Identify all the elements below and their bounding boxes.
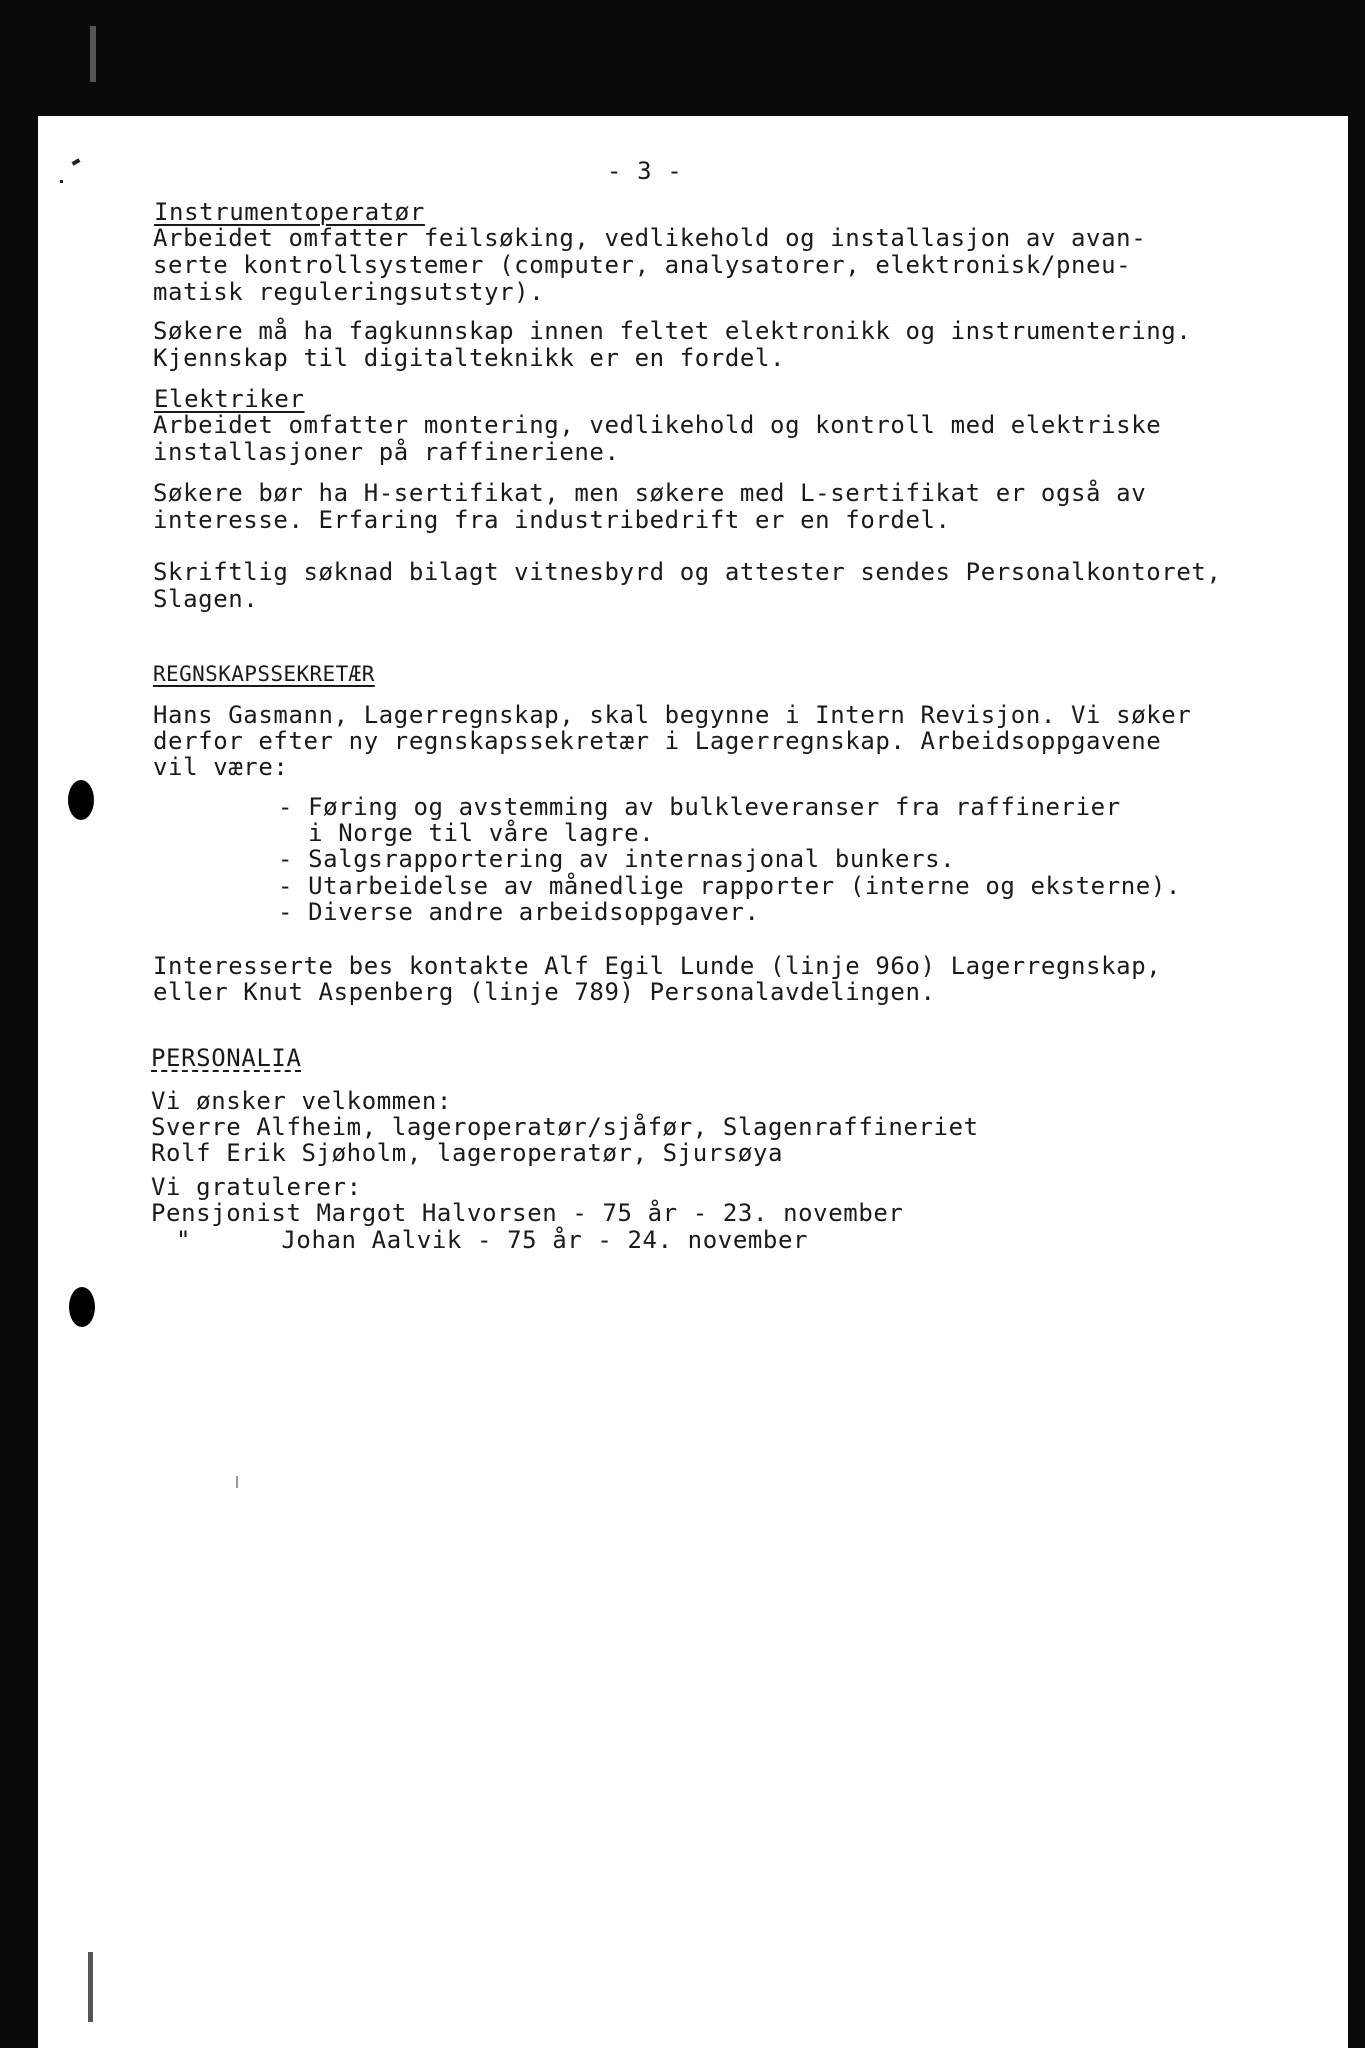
punch-hole <box>68 780 94 820</box>
ink-speck <box>60 180 63 183</box>
task-list-item: - Utarbeidelse av månedlige rapporter (interne og eksterne). <box>278 872 1181 900</box>
application-paragraph: Skriftlig søknad bilagt vitnesbyrd og attester sendes Personalkontoret, Slagen. <box>153 558 1222 613</box>
heading-instrumentoperator: Instrumentoperatør <box>154 198 425 226</box>
congrats-person: " Johan Aalvik - 75 år - 24. november <box>176 1226 809 1254</box>
congrats-person: Pensjonist Margot Halvorsen - 75 år - 23. november <box>151 1199 904 1227</box>
heading-elektriker: Elektriker <box>154 385 305 413</box>
task-list-item: - Diverse andre arbeidsoppgaver. <box>278 898 760 926</box>
document-page <box>38 116 1348 2048</box>
instrument-paragraph-2: Søkere må ha fagkunnskap innen feltet elektronikk og instrumentering. Kjennskap til digitalteknikk er en fordel. <box>153 317 1192 372</box>
welcome-person: Rolf Erik Sjøholm, lageroperatør, Sjursøya <box>151 1139 784 1167</box>
instrument-paragraph-1: Arbeidet omfatter feilsøking, vedlikehold og installasjon av avan- serte kontrollsystemer (computer, analysatorer, elektronisk/pneu- matisk reguleringsutstyr). <box>153 224 1147 306</box>
heading-regnskapssekretaer: REGNSKAPSSEKRETÆR <box>153 662 375 686</box>
punch-hole <box>69 1287 95 1327</box>
elektriker-paragraph-1: Arbeidet omfatter montering, vedlikehold og kontroll med elektriske installasjoner på raffineriene. <box>153 411 1162 466</box>
heading-personalia: PERSONALIA <box>151 1044 302 1072</box>
elektriker-paragraph-2: Søkere bør ha H-sertifikat, men søkere med L-sertifikat er også av interesse. Erfaring fra industribedrift er en fordel. <box>153 479 1147 534</box>
regnskap-contact: Interesserte bes kontakte Alf Egil Lunde (linje 96o) Lagerregnskap, eller Knut Aspenberg (linje 789) Personalavdelingen. <box>153 952 1162 1006</box>
welcome-person: Sverre Alfheim, lageroperatør/sjåfør, Slagenraffineriet <box>151 1113 979 1141</box>
task-list-item: - Salgsrapportering av internasjonal bunkers. <box>278 845 956 873</box>
task-list-item: - Føring og avstemming av bulkleveranser fra raffinerier i Norge til våre lagre. <box>278 793 1121 847</box>
page-number: - 3 - <box>607 157 683 185</box>
welcome-label: Vi ønsker velkommen: <box>151 1087 452 1115</box>
ink-speck <box>72 158 81 165</box>
scan-edge-mark <box>90 26 96 82</box>
scan-edge-mark <box>88 1952 93 2022</box>
regnskap-intro: Hans Gasmann, Lagerregnskap, skal begynne i Intern Revisjon. Vi søker derfor efter ny regnskapssekretær i Lagerregnskap. Arbeidsoppgavene vil være: <box>153 701 1192 781</box>
congrats-label: Vi gratulerer: <box>151 1173 362 1201</box>
ink-speck <box>236 1476 238 1488</box>
